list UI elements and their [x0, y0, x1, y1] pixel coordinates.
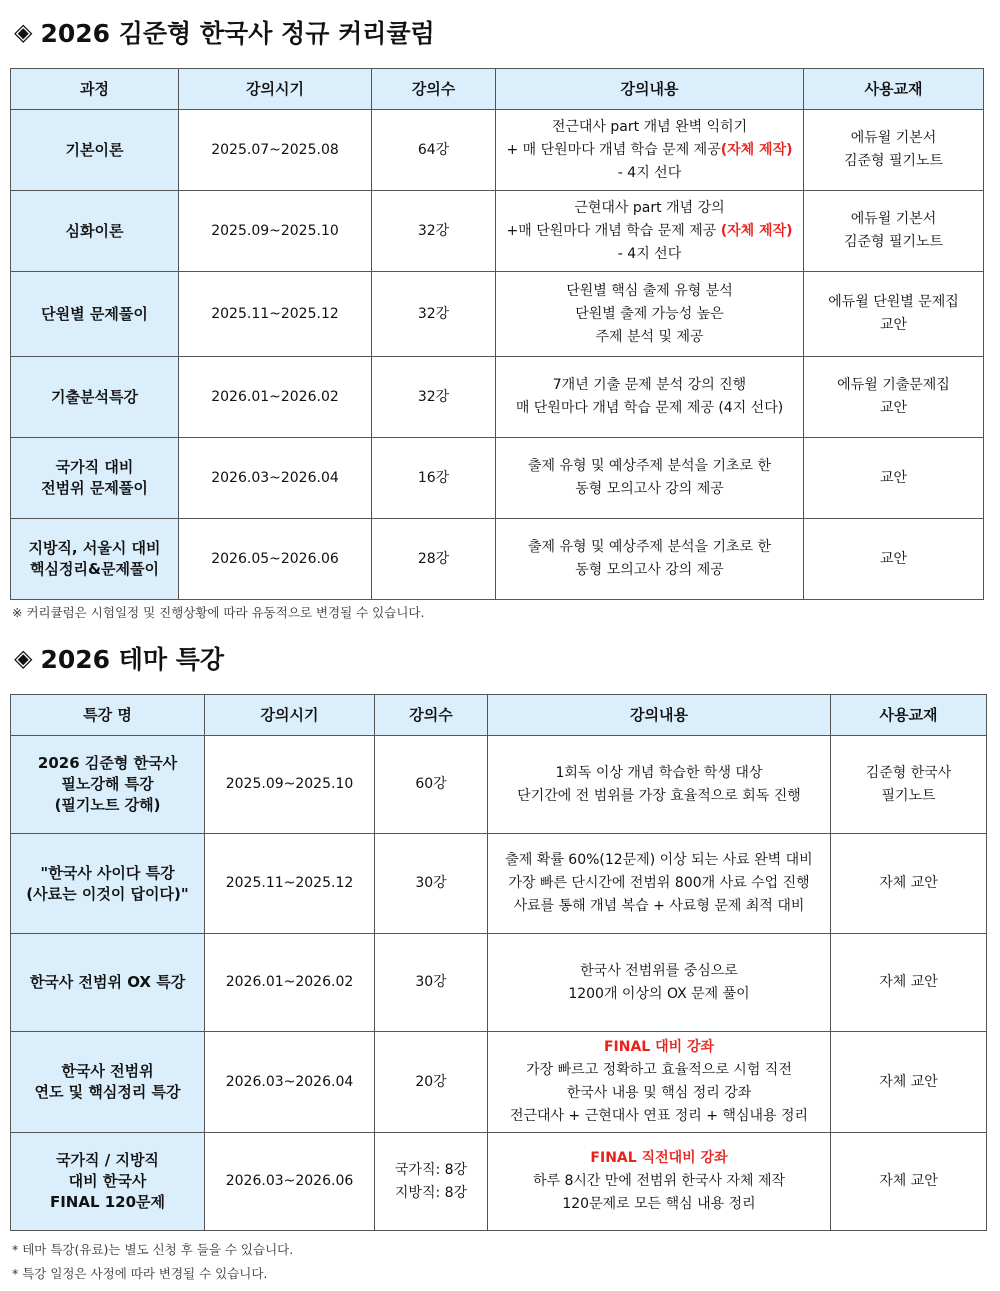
- course-name-line: 대비 한국사: [68, 1172, 147, 1190]
- content-text: 근현대사 part 개념 강의: [574, 199, 725, 216]
- content-line: [492, 960, 826, 983]
- course-name-line: 전범위 문제풀이: [41, 479, 148, 497]
- theme-title: 2026 테마 특강: [40, 645, 225, 674]
- content-line: [500, 220, 799, 243]
- textbook-cell: [831, 934, 987, 1032]
- course-name-cell: [11, 934, 205, 1032]
- content-line: [500, 374, 799, 397]
- content-line: [492, 1059, 826, 1082]
- textbook-line: 자체 교안: [879, 1173, 938, 1189]
- content-line: [500, 139, 799, 162]
- curriculum-title: 2026 김준형 한국사 정규 커리큘럼: [40, 19, 435, 48]
- content-line: [500, 162, 799, 185]
- content-line: [500, 455, 799, 478]
- content-text: 가장 빠른 단시간에 전범위 800개 사료 수업 진행: [508, 875, 810, 891]
- period-cell: 2025.07~2025.08: [179, 110, 372, 191]
- curriculum-header-row: [11, 69, 984, 110]
- content-line: [500, 536, 799, 559]
- textbook-line: 에듀윌 기본서: [850, 130, 937, 146]
- textbook-line: 자체 교안: [879, 1073, 938, 1090]
- content-text: +매 단원마다 개념 학습 문제 제공: [506, 222, 721, 239]
- highlight-text: FINAL 대비 강좌: [603, 1039, 715, 1055]
- content-line: [492, 1082, 826, 1105]
- table-row: [11, 1133, 987, 1231]
- content-text: 주제 분석 및 제공: [595, 328, 704, 345]
- course-name-cell: [11, 1133, 205, 1231]
- table-row: [11, 834, 987, 934]
- period-cell: 2025.09~2025.10: [179, 191, 372, 272]
- content-text: 하루 8시간 만에 전범위 한국사 자체 제작: [533, 1173, 785, 1189]
- content-line: [492, 1147, 826, 1170]
- textbook-cell: [804, 438, 984, 519]
- period-cell: 2026.03~2026.06: [205, 1133, 375, 1231]
- lecture-count-cell: [372, 519, 496, 600]
- course-name-line: 한국사 전범위: [61, 1062, 154, 1080]
- theme-header-row: [11, 695, 987, 736]
- course-name-line: 필노강해 특강: [61, 775, 154, 793]
- content-line: [492, 1193, 826, 1216]
- content-text: 출제 유형 및 예상주제 분석을 기초로 한: [527, 539, 772, 555]
- header-books: 사용교재: [804, 69, 984, 110]
- period-cell: 2026.03~2026.04: [179, 438, 372, 519]
- course-name-line: 2026 김준형 한국사: [37, 754, 178, 772]
- content-text: 1200개 이상의 OX 문제 풀이: [568, 985, 750, 1002]
- lecture-count-line: 60강: [415, 776, 447, 792]
- textbook-cell: [804, 519, 984, 600]
- content-cell: [488, 736, 831, 834]
- course-name-line: 심화이론: [65, 221, 124, 240]
- period-cell: 2026.05~2026.06: [179, 519, 372, 600]
- content-line: [500, 397, 799, 420]
- curriculum-note: ※ 커리큘럼은 시험일정 및 진행상황에 따라 유동적으로 변경될 수 있습니다.: [12, 605, 425, 620]
- lecture-count-cell: [375, 834, 488, 934]
- content-cell: [488, 1032, 831, 1133]
- textbook-line: 에듀윌 단원별 문제집: [828, 294, 959, 310]
- course-name-line: 핵심정리&문제풀이: [29, 560, 159, 578]
- header-count: 강의수: [372, 69, 496, 110]
- textbook-cell: [804, 357, 984, 438]
- content-text: - 4지 선다: [617, 164, 682, 181]
- content-line: [492, 895, 826, 918]
- course-name-cell: [11, 272, 179, 357]
- theme-table: [10, 694, 987, 1231]
- content-cell: [496, 272, 804, 357]
- content-text: 전근대사 + 근현대사 연표 정리 + 핵심내용 정리: [509, 1108, 809, 1124]
- theme-note-1: * 테마 특강(유료)는 별도 신청 후 들을 수 있습니다.: [12, 1242, 294, 1257]
- content-text: 출제 확률 60%(12문제) 이상 되는 사료 완벽 대비: [505, 852, 813, 868]
- textbook-line: 교안: [879, 317, 908, 333]
- content-text: 120문제로 모든 핵심 내용 정리: [562, 1196, 756, 1212]
- content-cell: [488, 934, 831, 1032]
- course-name-line: 국가직 / 지방직: [56, 1151, 159, 1169]
- textbook-cell: [831, 834, 987, 934]
- content-text: 사료를 통해 개념 복습 + 사료형 문제 최적 대비: [513, 898, 805, 914]
- course-name-line: 연도 및 핵심정리 특강: [34, 1083, 181, 1101]
- table-row: [11, 736, 987, 834]
- lecture-count-line: 32강: [417, 388, 450, 405]
- content-cell: [496, 519, 804, 600]
- header-books: 사용교재: [831, 695, 987, 736]
- content-text: 한국사 내용 및 핵심 정리 강좌: [566, 1085, 752, 1101]
- textbook-cell: [804, 110, 984, 191]
- header-course: 특강 명: [11, 695, 205, 736]
- course-name-cell: [11, 438, 179, 519]
- course-name-line: 단원별 문제풀이: [41, 304, 148, 323]
- theme-heading: [14, 640, 224, 676]
- textbook-line: 교안: [879, 469, 908, 486]
- content-text: + 매 단원마다 개념 학습 문제 제공: [506, 141, 721, 158]
- textbook-line: 에듀윌 기본서: [850, 211, 937, 227]
- table-row: [11, 519, 984, 600]
- course-name-cell: [11, 519, 179, 600]
- lecture-count-line: 32강: [417, 305, 450, 322]
- period-cell: 2026.01~2026.02: [179, 357, 372, 438]
- content-line: [492, 1036, 826, 1059]
- content-text: 전근대사 part 개념 완벽 익히기: [551, 118, 748, 135]
- content-cell: [496, 357, 804, 438]
- content-cell: [496, 438, 804, 519]
- content-line: [500, 326, 799, 349]
- curriculum-heading: [14, 14, 435, 50]
- course-name-line: 기출분석특강: [51, 387, 138, 406]
- table-row: [11, 934, 987, 1032]
- lecture-count-cell: [372, 110, 496, 191]
- course-name-cell: [11, 736, 205, 834]
- lecture-count-line: 30강: [415, 875, 447, 891]
- highlight-text: FINAL 직전대비 강좌: [590, 1150, 728, 1166]
- table-row: [11, 438, 984, 519]
- course-name-line: 지방직, 서울시 대비: [28, 539, 161, 557]
- content-text: 동형 모의고사 강의 제공: [575, 481, 724, 497]
- lecture-count-cell: [375, 934, 488, 1032]
- content-text: 한국사 전범위를 중심으로: [580, 962, 738, 979]
- content-line: [500, 243, 799, 266]
- table-row: [11, 357, 984, 438]
- textbook-line: 김준형 한국사: [865, 764, 952, 781]
- highlight-text: (자체 제작): [720, 222, 793, 239]
- textbook-line: 교안: [879, 550, 908, 567]
- content-text: 7개년 기출 문제 분석 강의 진행: [552, 377, 747, 393]
- lecture-count-line: 30강: [415, 974, 447, 990]
- content-line: [492, 762, 826, 785]
- content-text: 1회독 이상 개념 학습한 학생 대상: [555, 764, 763, 781]
- textbook-line: 자체 교안: [879, 875, 938, 891]
- diamond-bullet-icon: ◈: [14, 18, 33, 46]
- course-name-line: (필기노트 강해): [54, 796, 161, 814]
- header-course: 과정: [11, 69, 179, 110]
- content-line: [500, 116, 799, 139]
- course-name-cell: [11, 357, 179, 438]
- course-name-line: 국가직 대비: [55, 458, 134, 476]
- header-count: 강의수: [375, 695, 488, 736]
- textbook-cell: [831, 1133, 987, 1231]
- period-cell: 2025.11~2025.12: [179, 272, 372, 357]
- content-line: [500, 197, 799, 220]
- lecture-count-cell: [372, 438, 496, 519]
- course-name-cell: [11, 191, 179, 272]
- period-cell: 2025.09~2025.10: [205, 736, 375, 834]
- course-name-line: "한국사 사이다 특강: [40, 863, 175, 882]
- theme-note-2: * 특강 일정은 사정에 따라 변경될 수 있습니다.: [12, 1266, 268, 1281]
- content-text: 단원별 핵심 출제 유형 분석: [566, 282, 733, 299]
- lecture-count-line: 64강: [417, 141, 450, 158]
- content-text: 가장 빠르고 정확하고 효율적으로 시험 직전: [526, 1062, 792, 1078]
- curriculum-table: [10, 68, 984, 600]
- period-cell: 2026.01~2026.02: [205, 934, 375, 1032]
- content-line: [492, 872, 826, 895]
- lecture-count-line: 20강: [415, 1073, 447, 1090]
- textbook-line: 교안: [879, 400, 908, 416]
- lecture-count-line: 국가직: 8강: [394, 1161, 468, 1178]
- content-text: 출제 유형 및 예상주제 분석을 기초로 한: [527, 458, 772, 474]
- content-line: [492, 1105, 826, 1128]
- lecture-count-line: 28강: [417, 550, 450, 567]
- textbook-line: 에듀윌 기출문제집: [837, 377, 950, 393]
- table-row: [11, 110, 984, 191]
- content-text: 단원별 출제 가능성 높은: [575, 305, 724, 322]
- lecture-count-cell: [375, 1133, 488, 1231]
- header-period: 강의시기: [179, 69, 372, 110]
- textbook-cell: [804, 191, 984, 272]
- period-cell: 2025.11~2025.12: [205, 834, 375, 934]
- textbook-line: 자체 교안: [879, 974, 938, 990]
- table-row: [11, 1032, 987, 1133]
- content-line: [500, 303, 799, 326]
- lecture-count-cell: [375, 736, 488, 834]
- content-line: [500, 559, 799, 582]
- period-cell: 2026.03~2026.04: [205, 1032, 375, 1133]
- header-period: 강의시기: [205, 695, 375, 736]
- content-line: [492, 1170, 826, 1193]
- content-line: [500, 280, 799, 303]
- header-content: 강의내용: [496, 69, 804, 110]
- lecture-count-cell: [372, 357, 496, 438]
- textbook-cell: [831, 1032, 987, 1133]
- lecture-count-cell: [375, 1032, 488, 1133]
- course-name-cell: [11, 834, 205, 934]
- content-cell: [488, 834, 831, 934]
- content-line: [500, 478, 799, 501]
- lecture-count-line: 16강: [417, 469, 450, 486]
- course-name-cell: [11, 110, 179, 191]
- table-row: [11, 272, 984, 357]
- content-cell: [496, 191, 804, 272]
- course-name-line: (사료는 이것이 답이다)": [26, 884, 189, 903]
- course-name-line: 기본이론: [65, 140, 124, 159]
- content-text: 단기간에 전 범위를 가장 효율적으로 회독 진행: [517, 787, 801, 804]
- content-line: [492, 983, 826, 1006]
- table-row: [11, 191, 984, 272]
- lecture-count-line: 지방직: 8강: [394, 1184, 468, 1201]
- content-cell: [496, 110, 804, 191]
- textbook-cell: [804, 272, 984, 357]
- content-line: [492, 849, 826, 872]
- content-text: 매 단원마다 개념 학습 문제 제공 (4지 선다): [515, 400, 784, 416]
- content-text: 동형 모의고사 강의 제공: [575, 562, 724, 578]
- course-name-line: FINAL 120문제: [49, 1193, 166, 1211]
- course-name-cell: [11, 1032, 205, 1133]
- content-cell: [488, 1133, 831, 1231]
- lecture-count-cell: [372, 272, 496, 357]
- content-line: [492, 785, 826, 808]
- lecture-count-line: 32강: [417, 222, 450, 239]
- diamond-bullet-icon: ◈: [14, 644, 33, 672]
- header-content: 강의내용: [488, 695, 831, 736]
- textbook-line: 김준형 필기노트: [843, 153, 944, 169]
- textbook-cell: [831, 736, 987, 834]
- content-text: - 4지 선다: [617, 245, 682, 262]
- course-name-line: 한국사 전범위 OX 특강: [29, 973, 186, 991]
- highlight-text: (자체 제작): [720, 141, 793, 158]
- lecture-count-cell: [372, 191, 496, 272]
- textbook-line: 필기노트: [881, 787, 936, 804]
- textbook-line: 김준형 필기노트: [843, 234, 944, 250]
